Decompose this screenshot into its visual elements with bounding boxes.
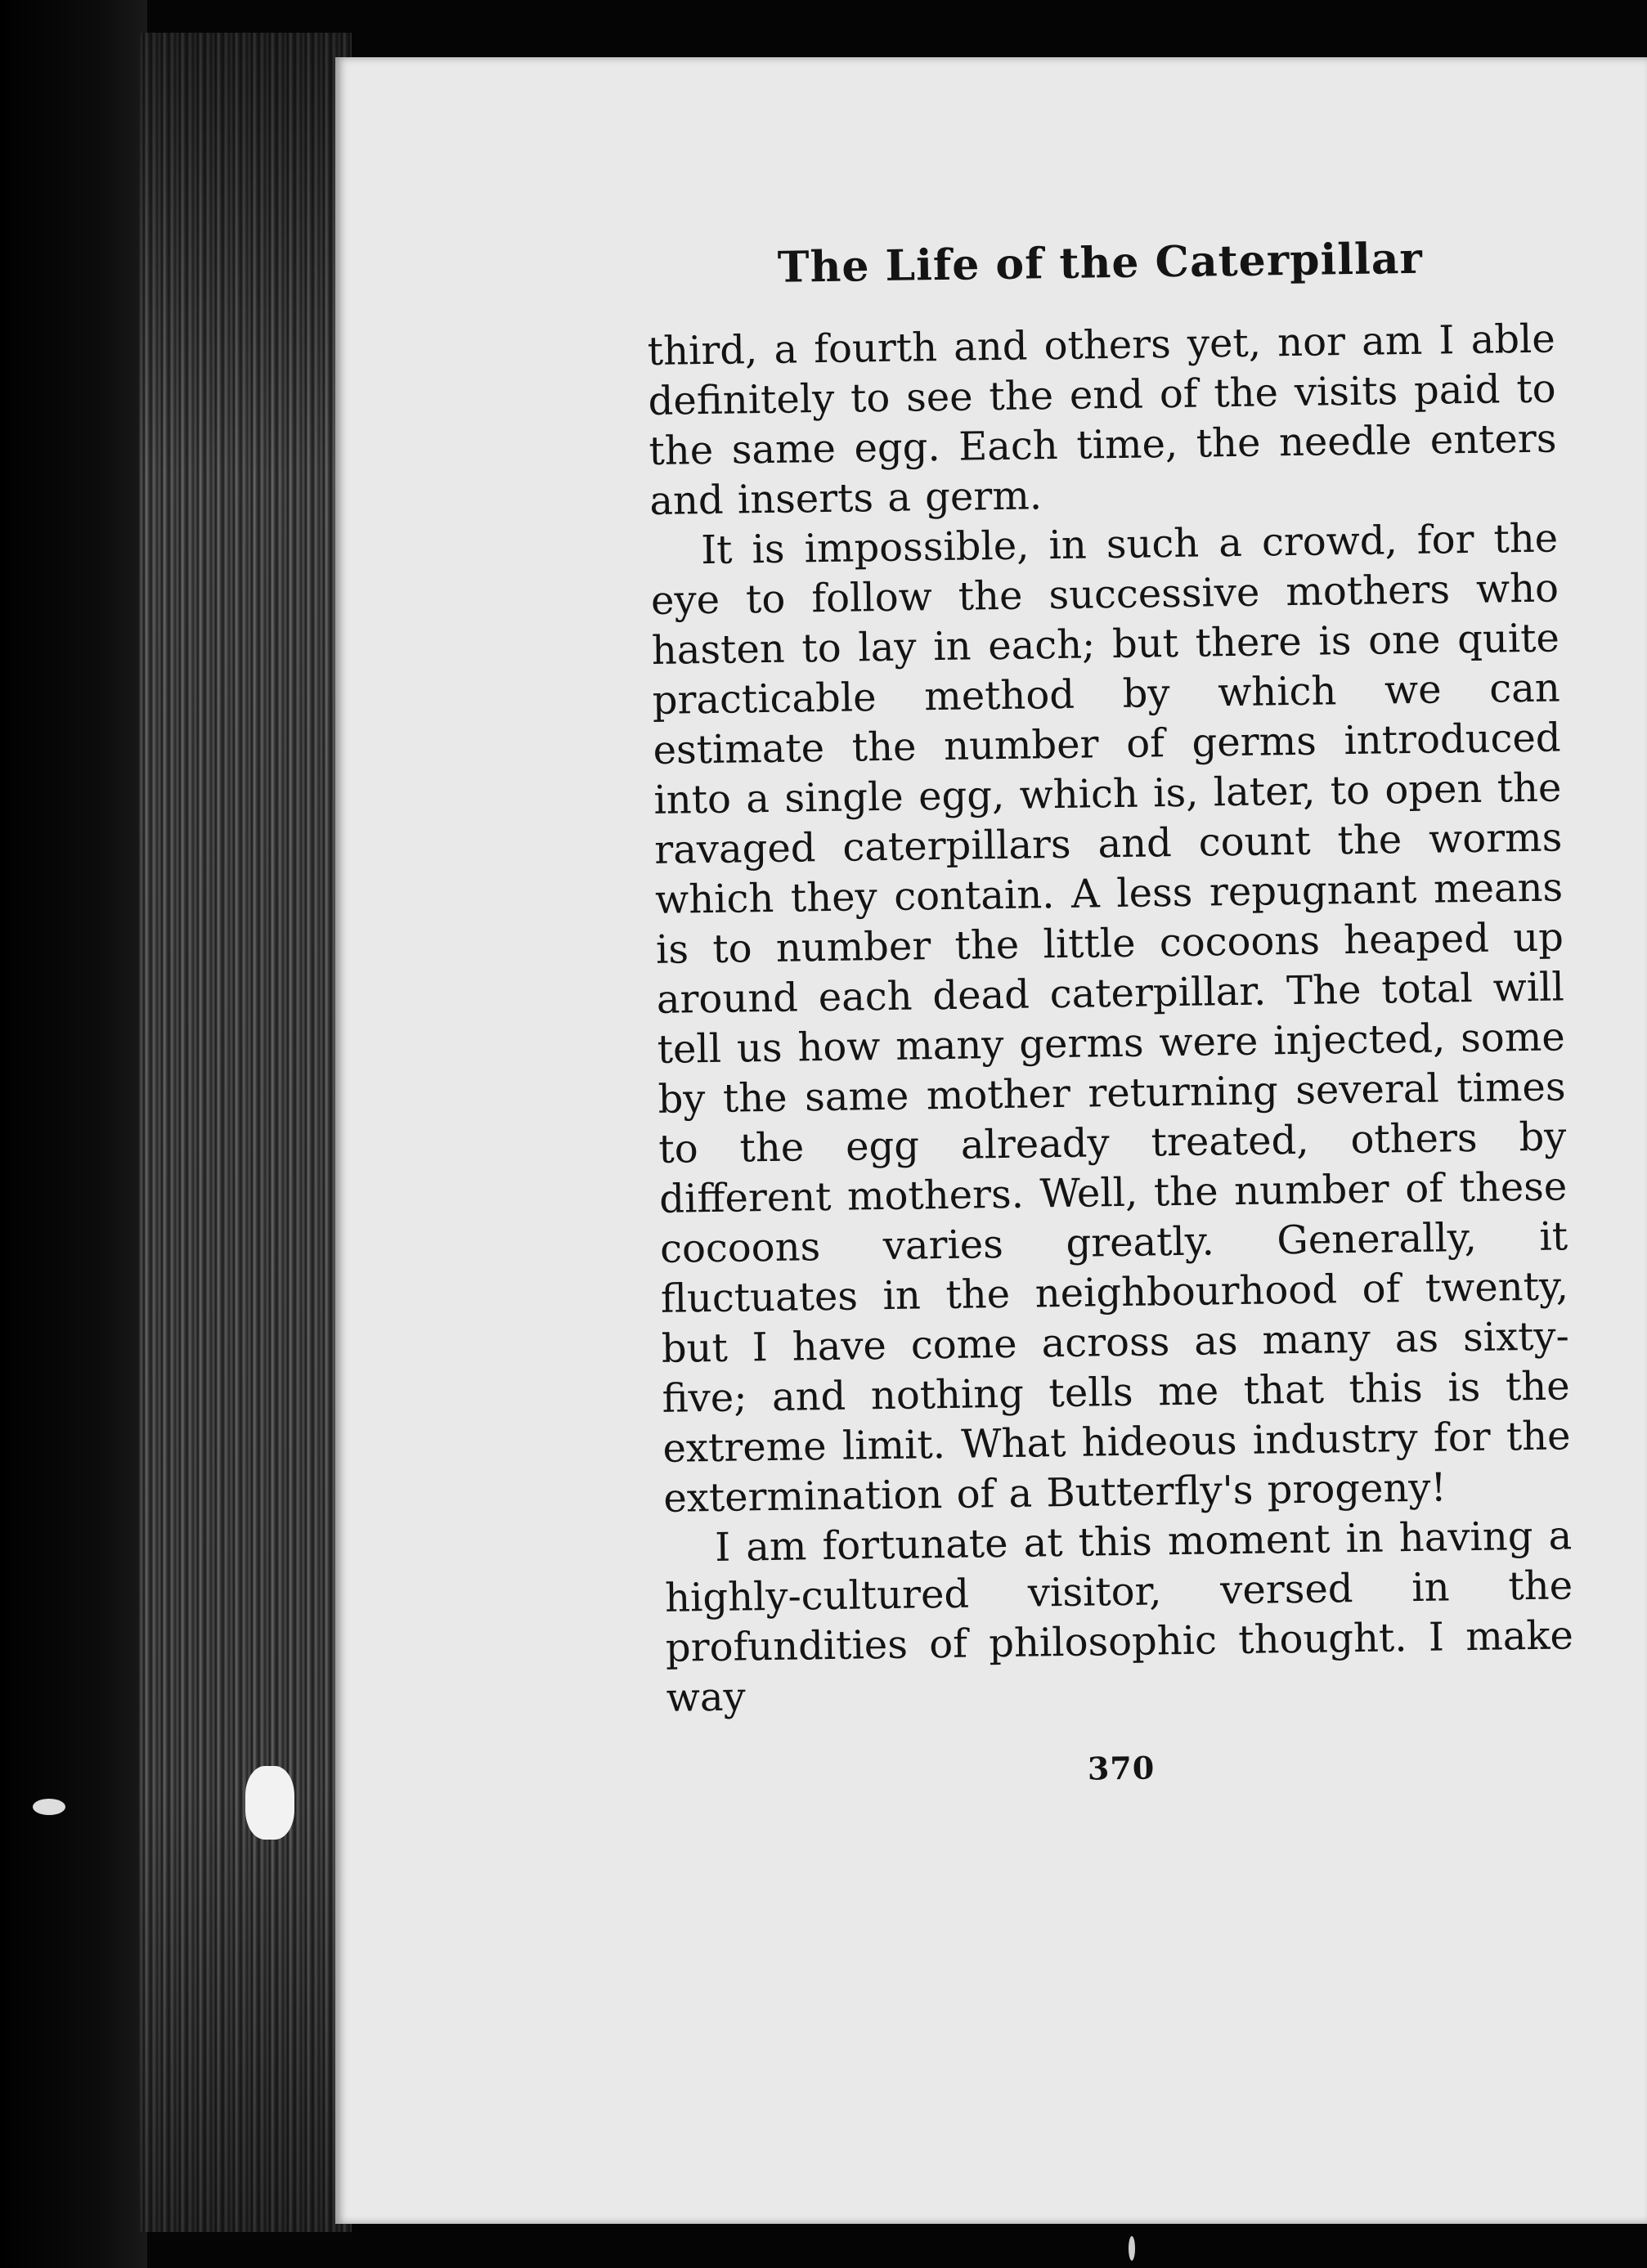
paragraph-1: third, a fourth and others yet, nor am I able definitely to see the end of the visits paid to the same egg. Each time, the needle enters and inserts a germ. — [647, 316, 1557, 524]
scan-speck — [33, 1799, 65, 1815]
paragraph-3: I am fortunate at this moment in having a highly-cultured visitor, versed in the profundities of philosophic thought. I make way — [664, 1513, 1574, 1721]
background-shadow — [0, 0, 147, 2268]
book-page-edges — [139, 33, 352, 2232]
page-number: 370 — [1087, 1749, 1156, 1787]
running-head: The Life of the Caterpillar — [777, 233, 1424, 293]
paragraph-2: It is impossible, in such a crowd, for the eye to follow the successive mothers who hasten to lay in each; but there is one quite practicable method by which we can estimate the number of germs introduced into a single egg, which is, later, to open the ravaged caterpillars and count the worms which they contain. A less repugnant means is to number the little cocoons heaped up around each dead caterpillar. The total will tell us how many germs were injected, some by the same mother returning several times to the egg already treated, others by different mothers. Well, the number of these cocoons varies greatly. Generally, it fluctuates in the neighbourhood of twenty, but I have come across as many as sixty-five; and nothing tells me that this is the extreme limit. What hideous industry for the extermination of a Butterfly's progeny! — [650, 515, 1571, 1522]
paper-damage-mark — [245, 1766, 294, 1840]
page-sheet — [335, 57, 1647, 2224]
page-content — [646, 233, 1575, 1793]
scan-speck — [1129, 2236, 1135, 2261]
